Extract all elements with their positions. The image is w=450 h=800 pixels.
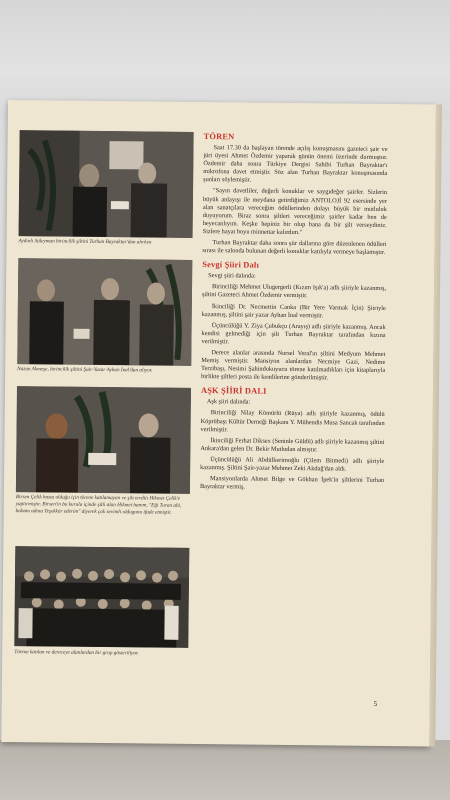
background-table (0, 740, 450, 800)
photo-award-3 (16, 386, 191, 494)
caption-3: Birsen Çelik hasta olduğu için törene katılamayan ve şilt tevdiiı Hikmet Çelik'e yaptırmıştır. Birsen'in bu kurula içinde şilti alan Hikmet hanım, "Eği Turan abi, babam adına Teşekkür ederim" diyerek çok sevimli oldugunu ifade etmiştir. (15, 494, 182, 516)
sevgi-intro: Sevgi şiiri dalında: (208, 272, 256, 280)
caption-4: Törene katılan ve dereceye alanlardan bir grup gösteriliyor. (14, 649, 139, 657)
toren-paragraph-3: Turhan Bayraktar daha sonra şiir dallarına göre düzenlenen ödülleri sırası ile salonda bulunan değerli konuklar katılıyla vermeye başlamıştır. (202, 239, 387, 257)
toren-paragraph-2: "Sayın davetliler, değerli konuklar ve saygıdeğer şairler. Sizlerin büyük anlayışı ile meydana getirdiğimiz ANTOLOJİ 92 esersinde yer alan sanatçılara vereceğim ödüllerinden dolayı büyük bir mutluluk duyuyorum. Biraz sonra şiltleri vereceğimiz şairler kadar ben de heyecanlıyım. Keşke hepiniz bir olup bana da bir şilt verseydiniz. Sizlere hayat boyu minnettar kalırdım." (202, 187, 388, 237)
sevgi-paragraph-2: İkinciliği Dr. Necmettin Canka (Bir Yere Varmak İçin) Şiiriyle kazanmış, şiltini şair yazar Ayhan İnal vermiştir. (201, 302, 386, 319)
caption-2: Nazan Akmeşe, birincilik şiltini Şair-Yazar Ayhan İnal'dan alıyor. (17, 366, 153, 374)
article-column (200, 132, 388, 496)
section-title-ask: AŞK ŞİİRİ DALI (200, 386, 267, 397)
page-edge (429, 104, 442, 746)
ask-paragraph-2: İkinciliği Ferhat Diksex (Seninle Güldü) adlı şiiriyle kazanmış şiltini Ankara'dan gelen Dr. Bekir Mutludan almıştır. (200, 436, 385, 454)
photo-group (14, 546, 189, 648)
page-number: 5 (373, 699, 378, 708)
section-title-sevgi: Sevgi Şiiri Dalı (202, 260, 260, 270)
sevgi-paragraph-3: Üçüncülüğü Y. Ziya Çubukçu (Arayış) adlı şiiriyle kazanmış. Ancak kendisi gelmediği için şilt Turhan Bayraktar tarafından kızına verilmiştir. (201, 321, 386, 346)
photo-award-1 (19, 130, 194, 238)
sevgi-paragraph-4: Derece alanlar arasında Nursel Veral'ın şiltini Medyum Mehmet Memiş vermiştir. Mansiyon alanlardan Necmiye Gazi, Nedime Terzibaşı, Nesimi Şahindokuyucu törene katılmadıkları için kitaplarıyla birlikte şiltleri posta ile kendilerine gönderilmiştir. (201, 349, 386, 382)
ask-paragraph-3: Üçüncülüğü Ali Abdülkerimoğlu (Çilem Bitmedi) adlı şiiriyle kazanmış. Şiltini Şair-yazar Mehmet Zeki Akdağ'dan aldı. (200, 456, 385, 473)
section-title-toren: TÖREN (203, 132, 235, 142)
sevgi-paragraph-1: Birinciliği Mehmet Ulugergerli (Kızım Işık'a) adlı şiiriyle kazanmış, şiltini Gazeteci Ahmet Özdemir vermiştir. (201, 283, 387, 300)
photo-award-2 (17, 258, 192, 366)
toren-paragraph-1: Saat 17.30 da başlayan törende açılış konuşmasını gazeteci şair ve jüri üyesi Ahmet Özdemir yaparak günün önemi üzerinde durmuştur. Özdemir daha sonra Türkiye Dergisi Sahibi Turhan Bayraktar'ı mikrofona davet etmiştir. Söz alan Turhan Bayraktar konuşmasında şunları söylemiştir. (203, 144, 388, 184)
ask-paragraph-1: Birinciliği Nilay Kömürlü (Rüya) adlı şiiriyle kazanmış, ödülü Köprübaşı Kültür Derneği Başkanı Y. Mühendis Musa Sancak tarafından verilmiştir. (200, 409, 385, 433)
magazine-page (1, 100, 436, 746)
caption-1: Aydınlı Süleyman birincilik şiltini Turhan Bayraktar'dan alırken (18, 238, 152, 246)
ask-intro: Aşk şiiri dalında: (206, 398, 251, 406)
ask-paragraph-4: Mansiyonlarda Ahmet Bilge ve Gökhan İpek'in şiltlerini Turhan Bayraktar vermiş. (199, 475, 385, 491)
